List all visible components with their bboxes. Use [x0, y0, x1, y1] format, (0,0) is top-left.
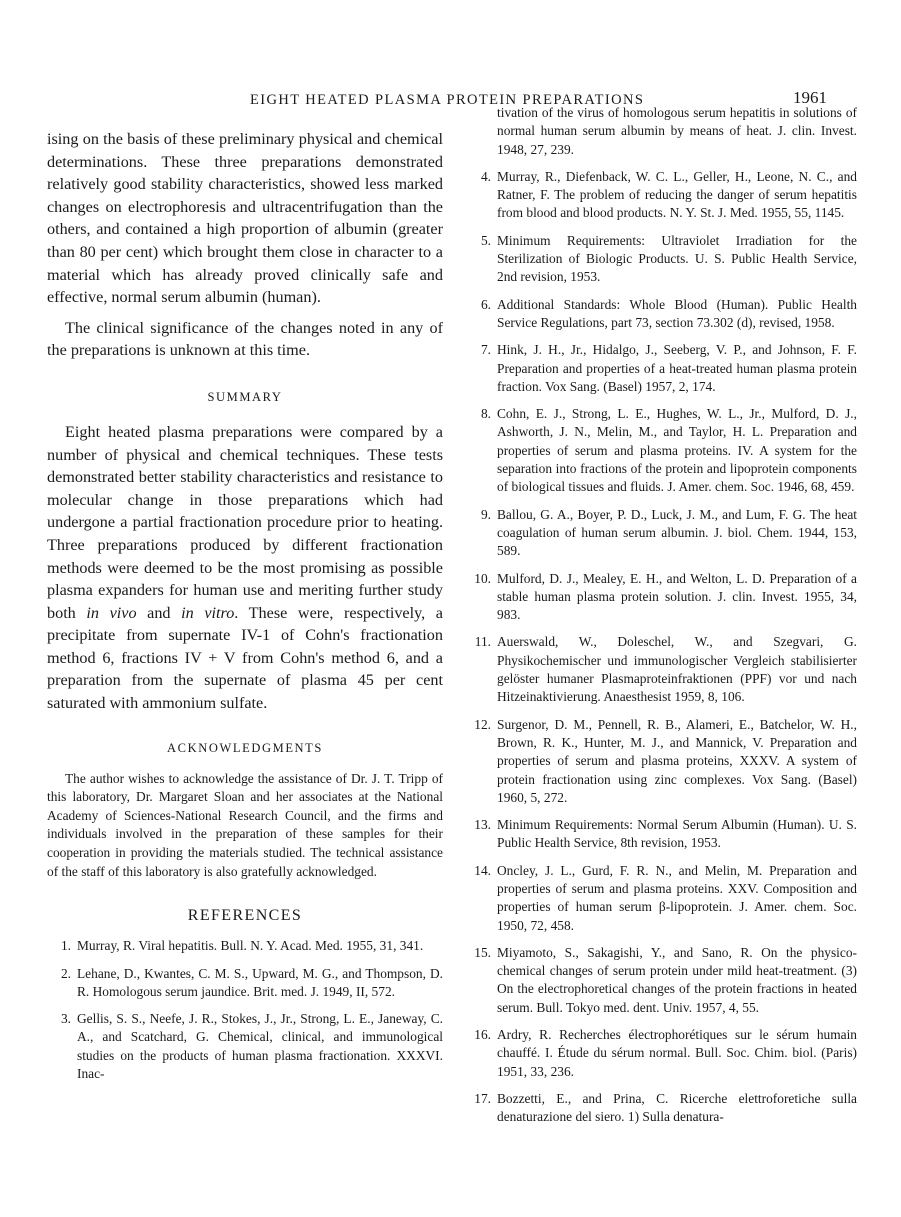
summary-text: and — [136, 603, 182, 622]
reference-item — [467, 570, 857, 625]
reference-text: Auerswald, W., Doleschel, W., and Szegvari, G. Physikochemischer und immunologischer Vergleich stabilisierter gelöster humaner Plasmaproteinfraktionen (PPF) vor und nach Hitzeinaktivierung. Anaesthesist 1959, 8, 106. — [497, 634, 857, 705]
reference-item — [467, 816, 857, 853]
body-paragraph: The clinical significance of the changes noted in any of the preparations is unknown at this time. — [47, 318, 443, 360]
references-list-left — [47, 937, 443, 1083]
reference-text: Gellis, S. S., Neefe, J. R., Stokes, J., Jr., Strong, L. E., Janeway, C. A., and Scatchard, G. Chemical, clinical, and immunological studies on the products of human plasma fractionation. XXXVI. Inac- — [77, 1011, 443, 1081]
reference-text: Lehane, D., Kwantes, C. M. S., Upward, M. G., and Thompson, D. R. Homologous serum jaundice. Brit. med. J. 1949, II, 572. — [77, 965, 443, 999]
reference-item — [467, 506, 857, 561]
reference-text: Minimum Requirements: Normal Serum Albumin (Human). U. S. Public Health Service, 8th revision, 1953. — [497, 817, 857, 851]
reference-text: Hink, J. H., Jr., Hidalgo, J., Seeberg, V. P., and Johnson, F. F. Preparation and properties of a heat-treated human plasma protein fraction. Vox Sang. (Basel) 1957, 2, 174. — [497, 342, 857, 394]
summary-text: . These were, respectively, a precipitate from supernate IV-1 of Cohn's fractionation method 6, fractions IV + V from Cohn's method 6, and a preparation from the supernate of plasma 45 per cent saturated with ammonium sulfate. — [47, 603, 443, 713]
references-heading: REFERENCES — [187, 907, 303, 925]
references-list-right — [467, 104, 857, 1127]
reference-item — [467, 168, 857, 223]
reference-item — [467, 862, 857, 935]
reference-text: Murray, R. Viral hepatitis. Bull. N. Y. Acad. Med. 1955, 31, 341. — [77, 938, 424, 954]
summary-italic: in vivo — [86, 603, 137, 622]
reference-item — [467, 296, 857, 333]
reference-number: 10. — [474, 570, 491, 586]
reference-number: 9. — [480, 506, 491, 522]
acknowledgments-heading: ACKNOWLEDGMENTS — [167, 740, 323, 755]
reference-item — [467, 1026, 857, 1081]
page-number: 1961 — [793, 88, 827, 107]
summary-paragraph — [47, 421, 443, 715]
reference-number: 4. — [480, 168, 491, 184]
reference-text: Ballou, G. A., Boyer, P. D., Luck, J. M., and Lum, F. G. The heat coagulation of human serum albumin. J. biol. Chem. 1944, 153, 589. — [497, 506, 857, 559]
reference-text: Minimum Requirements: Ultraviolet Irradiation for the Sterilization of Biologic Products. U. S. Public Health Service, 2nd revision, 1953. — [497, 232, 857, 285]
reference-text: Bozzetti, E., and Prina, C. Ricerche elettroforetiche sulla denaturazione del siero. 1) Sulla denatura- — [497, 1090, 857, 1125]
reference-number: 13. — [474, 817, 491, 833]
reference-item — [467, 405, 857, 496]
reference-item — [467, 232, 857, 287]
reference-number: 12. — [474, 716, 491, 732]
reference-number: 17. — [474, 1090, 491, 1106]
right-column — [467, 104, 857, 1136]
reference-number: 14. — [474, 862, 491, 878]
reference-text: Surgenor, D. M., Pennell, R. B., Alameri, E., Batchelor, W. H., Brown, R. K., Hunter, M. J., and Mannick, V. Preparation and properties of serum and plasma proteins, XXXV. A system of protein fractionation using zinc complexes. Vox Sang. (Basel) 1960, 5, 272. — [497, 716, 857, 805]
reference-number: 6. — [480, 296, 491, 312]
summary-italic: in vitro — [181, 603, 235, 622]
reference-text: Oncley, J. L., Gurd, F. R. N., and Melin, M. Preparation and properties of serum and plasma proteins. XXV. Composition and properties of human serum β-lipoprotein. J. Amer. chem. Soc. 1950, 72, 458. — [497, 862, 857, 933]
reference-number: 1. — [60, 938, 71, 954]
reference-number: 2. — [60, 965, 71, 981]
reference-number: 5. — [480, 232, 491, 248]
reference-text: Mulford, D. J., Mealey, E. H., and Welton, L. D. Preparation of a stable human plasma protein solution. J. clin. Invest. 1955, 34, 983. — [497, 570, 857, 623]
reference-text: Murray, R., Diefenback, W. C. L., Geller, H., Leone, N. C., and Ratner, F. The problem of reducing the danger of serum hepatitis from blood and blood products. N. Y. St. J. Med. 1955, 55, 1145. — [497, 168, 857, 221]
reference-number: 11. — [474, 634, 491, 650]
reference-continuation — [467, 104, 857, 159]
reference-text: Cohn, E. J., Strong, L. E., Hughes, W. L., Jr., Mulford, D. J., Ashworth, J. N., Melin, M., and Taylor, H. L. Preparation and properties of serum and plasma proteins. IV. A system for the separation into fractions of the protein and lipoprotein components of biological tissues and fluids. J. Amer. chem. Soc. 1946, 68, 459. — [497, 406, 857, 495]
reference-number: 16. — [474, 1027, 491, 1043]
reference-text: Additional Standards: Whole Blood (Human). Public Health Service Regulations, part 73, section 73.302 (d), revised, 1958. — [497, 296, 857, 330]
reference-item — [47, 937, 443, 955]
reference-item — [467, 633, 857, 706]
reference-item — [467, 944, 857, 1017]
reference-item — [467, 341, 857, 396]
reference-text: Ardry, R. Recherches électrophorétiques sur le sérum humain chauffé. I. Étude du sérum normal. Bull. Soc. Chim. biol. (Paris) 1951, 33, 236. — [497, 1027, 857, 1079]
reference-text: tivation of the virus of homologous serum hepatitis in solutions of normal human serum albumin by means of heat. J. clin. Invest. 1948, 27, 239. — [497, 105, 857, 157]
reference-text: Miyamoto, S., Sakagishi, Y., and Sano, R. On the physico-chemical changes of serum protein under mild heat-treatment. (3) On the electrophoretical changes of the protein fractions in heated serum. Bull. Tokyo med. dent. Univ. 1957, 4, 55. — [497, 944, 857, 1015]
reference-number: 8. — [480, 406, 491, 422]
running-head: EIGHT HEATED PLASMA PROTEIN PREPARATIONS — [250, 92, 645, 108]
reference-item — [467, 716, 857, 807]
reference-number: 15. — [474, 944, 491, 960]
body-paragraph: ising on the basis of these preliminary physical and chemical determinations. These three preparations demonstrated relatively good stability characteristics, showed less marked changes on electrophoresis and ultracentrifugation than the others, and contained a high proportion of albumin (greater than 80 per cent) which brought them close in character to a material which has already proved clinically safe and effective, normal serum albumin (human). — [47, 130, 443, 307]
reference-item — [467, 1090, 857, 1127]
reference-item — [47, 1010, 443, 1083]
reference-number: 7. — [480, 342, 491, 358]
reference-number: 3. — [60, 1011, 71, 1027]
summary-heading: SUMMARY — [207, 389, 283, 404]
summary-text: Eight heated plasma preparations were compared by a number of physical and chemical techniques. These tests demonstrated better stability characteristics and resistance to molecular change in those preparations which had undergone a partial fractionation procedure prior to heating. Three preparations produced by different fractionation methods were deemed to be the most promising as possible plasma expanders for human use and meriting further study both — [47, 422, 443, 622]
reference-item — [47, 965, 443, 1002]
left-column — [47, 128, 443, 1092]
acknowledgments-text: The author wishes to acknowledge the assistance of Dr. J. T. Tripp of this laboratory, Dr. Margaret Sloan and her associates at the National Academy of Sciences-National Research Council, and the firms and individuals involved in the preparation of these samples for their cooperation in providing the materials studied. The technical assistance of the staff of this laboratory is also gratefully acknowledged. — [47, 770, 443, 879]
